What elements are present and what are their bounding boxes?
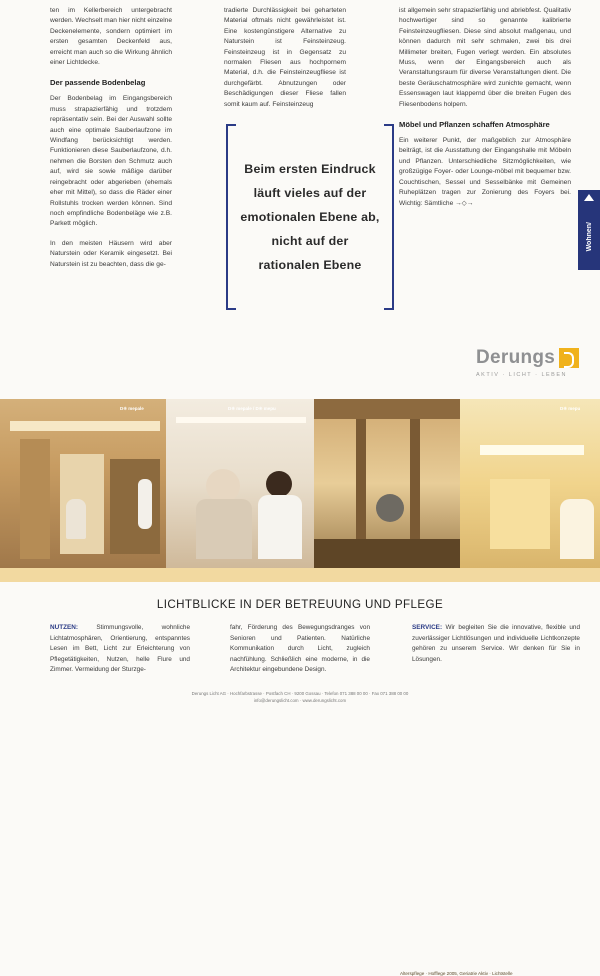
footer-web[interactable]: info@derungslicht.com · www.derungslicht.com bbox=[253, 698, 347, 703]
paragraph: Der Bodenbelag im Eingangsbereich muss strapazierfähig und trotzdem repräsentativ sein. Bei der Auswahl sollte auch eine optimale Sauberlaufzone im Windfang berücksichtigt werden. Funktionieren diese Sauberlaufzone, d.h. nehmen die Borsten den Schmutz auch auf, wird sie sowie mäßige darüber reingebracht oder abgerieben (ehemals eher mit Mittel), so dass die Räder einer Rollstuhls trocken werden können. Sind noch empfindliche Bodenbeläge wie z.B. Parkett möglich. bbox=[50, 95, 172, 228]
ad-footer bbox=[0, 690, 600, 704]
paragraph: tradierte Durchlässigkeit bei geharteten Material oftmals nicht gewährleistet ist. Eine kostengünstigere Alternative zu Naturstein ist Feinsteinzeug. Feinsteinzeug ist in Gegensatz zu normalen Fliesen aus hochpornem Material, d.h. die Feinsteinzeugfliese ist durchgefärbt. Abnutzungen oder Beschädigungen dieser Fliese fallen somit kaum auf. Feinsteinzeug bbox=[224, 7, 346, 108]
quote-bracket-left bbox=[226, 124, 236, 310]
footer-address: Derungs Licht AG · Hochfarbstrasse · Postfach CH · 9200 Gossau · Telefon 071 388 00 00 · Fax 071 388 00 00 bbox=[191, 691, 409, 696]
service-label: SERVICE: bbox=[412, 624, 443, 631]
paragraph: ist allgemein sehr strapazierfähig und abriebfest. Qualitativ hochwertiger sind so genannte kalibrierte Feinsteinzeugfliesen. Diese sind absolut maßgenau, und können dadurch mit sehr schmalen, zwei bis drei Millimeter breiten, Fugen verlegt werden. Ein absolutes Muss, wenn der Eingangsbereich auch als Veranstaltungsraum für diverse Veranstaltungen dient. Die beste Geräuschatmosphäre wird zunichte gemacht, wenn Essenswagen laut klappernd über die breiten Fugen des Fliesenbodens holpern. bbox=[399, 7, 571, 108]
logo-tagline: AKTIV · LICHT · LEBEN bbox=[476, 372, 567, 378]
article-column-3 bbox=[399, 6, 571, 218]
side-tab-label: Wohnen/ bbox=[585, 222, 593, 252]
service-text: Wir begleiten Sie die innovative, flexible und zuverlässiger Lichtlösungen und individuelle Lichtkonzepte gehören zu unserem Service. Wir denken für Sie in Lösungen. bbox=[412, 624, 581, 663]
photo-nurse-patient bbox=[166, 399, 314, 568]
pull-quote bbox=[226, 124, 394, 310]
photo-label: D❋ mepu bbox=[560, 406, 581, 411]
photo-caption: Alterspflege · Hofflege 2005, Geriatrie Aktiv · Lichtstelle bbox=[400, 971, 513, 976]
nutzen-label: NUTZEN: bbox=[50, 624, 79, 631]
derungs-logo bbox=[476, 347, 579, 369]
ad-column-service bbox=[412, 623, 580, 665]
logo-mark-icon bbox=[559, 348, 579, 368]
photo-lobby bbox=[314, 399, 460, 568]
ad-column-nutzen bbox=[50, 623, 190, 676]
ad-headline: LICHTBLICKE IN DER BETREUUNG UND PFLEGE bbox=[156, 598, 444, 611]
paragraph: Ein weiterer Punkt, der maßgeblich zur Atmosphäre beiträgt, ist die Ausstattung der Eingangshalle mit Möbeln und Pflanzen. Unterschiedliche Sitzmöglichkeiten, wie großzügige Foyer- oder Lounge-möbel mit bequemer bzw. Couchtischen, Sessel und Sesselbänke mit Gemeinen Ruheplätzen tragen zur Zonierung des Foyers bei. Wichtig: Sämtliche →◇→ bbox=[399, 137, 571, 207]
ad-middle-text: fahr, Förderung des Bewegungsdranges von Senioren und Patienten. Natürliche Kommunikation durch Licht, zugleich nachfühlung. Schließlich eine moderne, in die Architektur eingebundene Design. bbox=[230, 624, 370, 674]
photo-room-light bbox=[460, 399, 600, 568]
nutzen-text: Stimmungsvolle, wohnliche Lichtatmosphären, Orientierung, entspanntes Lesen im Bett, Licht zur Erleichterung von Pflegetätigkeiten, Nutzen, helle Flure und Zimmer. Vermeidung der Sturzge- bbox=[50, 624, 190, 674]
section-heading-bodenbelag: Der passende Bodenbelag bbox=[50, 78, 146, 88]
arrow-up-icon bbox=[584, 194, 594, 201]
article-column-1 bbox=[50, 6, 172, 279]
section-heading-moebel: Möbel und Pflanzen schaffen Atmosphäre bbox=[399, 120, 550, 130]
photo-label: D❋ mepale / D❋ mepu bbox=[228, 406, 276, 411]
pull-quote-text: Beim ersten Eindruck läuft vieles auf der emotionalen Ebene ab, nicht auf der rationalen Ebene bbox=[240, 162, 380, 272]
ad-column-middle bbox=[230, 623, 370, 676]
photo-corridor bbox=[0, 399, 166, 568]
article-column-2 bbox=[224, 6, 346, 119]
quote-bracket-right bbox=[384, 124, 394, 310]
paragraph: ten im Kellerbereich untergebracht werden. Wechselt man hier nicht einzelne Deckenelemente, sondern optimiert im ersten gesamten Deckenfeld aus, erreicht man auch so die Wirkung ähnlich einer Lichtdecke. bbox=[50, 7, 172, 67]
section-side-tab[interactable] bbox=[578, 190, 600, 270]
paragraph: In den meisten Häusern wird aber Naturstein oder Keramik eingesetzt. Bei Naturstein ist zu beachten, dass die ge- bbox=[50, 239, 172, 268]
logo-name: Derungs bbox=[476, 347, 556, 368]
photo-label: D❋ mepale bbox=[120, 406, 144, 411]
